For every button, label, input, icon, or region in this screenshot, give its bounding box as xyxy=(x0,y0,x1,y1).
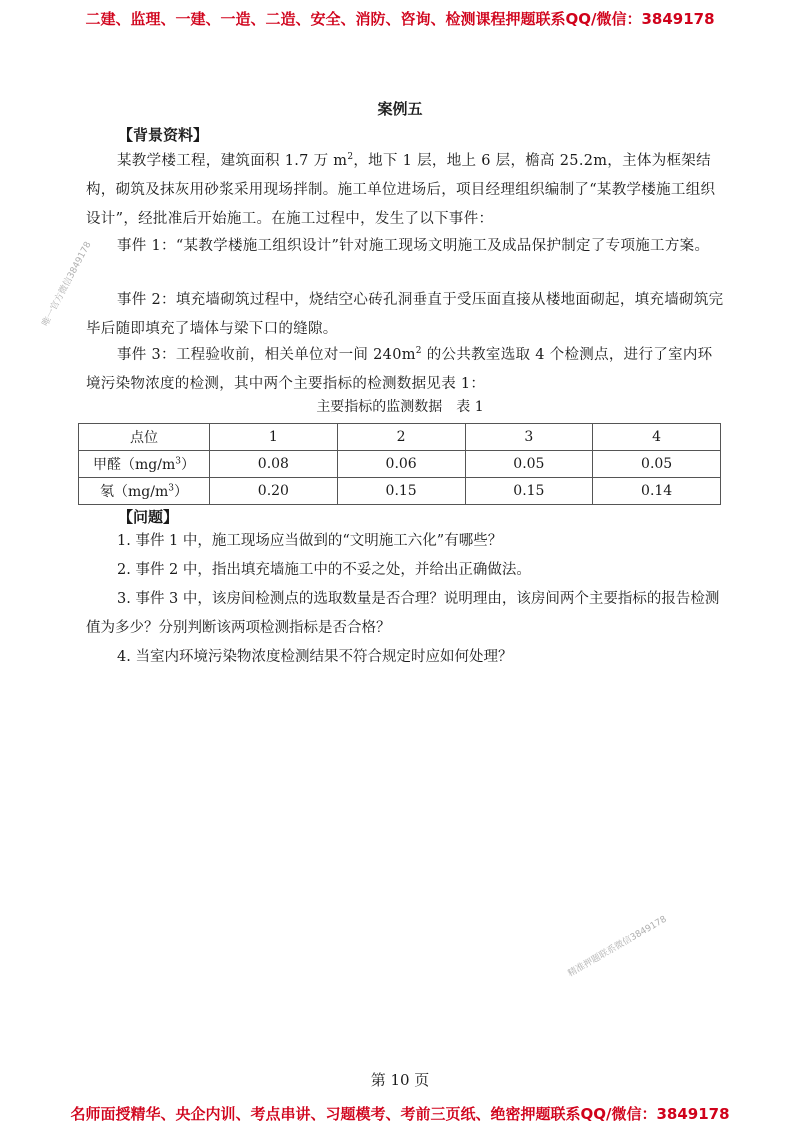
superscript: 2 xyxy=(347,152,354,163)
superscript: 3 xyxy=(175,456,181,467)
paragraph-text-a: 某教学楼工程，建筑面积 1.7 万 m xyxy=(117,153,348,169)
value-cell: 0.15 xyxy=(465,478,593,505)
table-caption: 主要指标的监测数据 表 1 xyxy=(316,399,484,415)
header-cell: 1 xyxy=(210,424,338,451)
row-label-end: ） xyxy=(180,457,195,473)
watermark-right: 精准押题联系微信3849178 xyxy=(566,914,669,980)
event-2-paragraph: 事件 2：填充墙砌筑过程中，烧结空心砖孔洞垂直于受压面直接从楼地面砌起，填充墙砌筑完毕后随即填充了墙体与梁下口的缝隙。 xyxy=(86,292,724,337)
header-cell: 4 xyxy=(593,424,721,451)
questions-heading: 【问题】 xyxy=(118,508,179,526)
value-cell: 0.06 xyxy=(337,451,465,478)
background-heading: 【背景资料】 xyxy=(118,126,209,144)
row-label-cell xyxy=(79,478,210,505)
value-cell: 0.14 xyxy=(593,478,721,505)
paragraph-text-b: ，地下 1 层，地上 6 层，檐高 25.2m，主体为框架结构，砌筑及抹灰用砂浆采用现场拌制。施工单位进场后，项目经理组织编制了“某教学楼施工组织设计”，经批准后开始施工。在施工过程中，发生了以下事件： xyxy=(86,153,716,227)
watermark-left: 唯一官方微信3849178 xyxy=(40,240,94,329)
background-paragraph xyxy=(86,147,726,234)
value-cell: 0.20 xyxy=(210,478,338,505)
superscript: 3 xyxy=(168,483,174,494)
event-3-paragraph xyxy=(86,341,726,399)
table-row xyxy=(79,478,721,505)
question-item: 2. 事件 2 中，指出填充墙施工中的不妥之处，并给出正确做法。 xyxy=(117,562,531,578)
bottom-promo-banner: 名师面授精华、央企内训、考点串讲、习题模考、考前三页纸、绝密押题联系QQ/微信：3849178 xyxy=(70,1105,730,1123)
row-label-cell xyxy=(79,451,210,478)
event-1-paragraph: 事件 1：“某教学楼施工组织设计”针对施工现场文明施工及成品保护制定了专项施工方案。 xyxy=(117,238,710,254)
row-label-end: ） xyxy=(173,484,188,500)
event-3-text-a: 事件 3：工程验收前，相关单位对一间 240m xyxy=(117,347,416,363)
row-label-text: 氡（mg/m xyxy=(100,484,169,500)
header-label-cell: 点位 xyxy=(79,424,210,451)
row-label-text: 甲醛（mg/m xyxy=(93,457,176,473)
event-3-text-b: 的公共教室选取 4 个检测点，进行了室内环境污染物浓度的检测，其中两个主要指标的检测数据见表 1： xyxy=(86,347,713,392)
monitoring-data-table xyxy=(78,423,721,505)
case-title: 案例五 xyxy=(377,100,423,118)
value-cell: 0.05 xyxy=(593,451,721,478)
value-cell: 0.15 xyxy=(337,478,465,505)
header-cell: 2 xyxy=(337,424,465,451)
table-row xyxy=(79,451,721,478)
header-cell: 3 xyxy=(465,424,593,451)
superscript: 2 xyxy=(415,346,422,357)
value-cell: 0.05 xyxy=(465,451,593,478)
top-promo-banner: 二建、监理、一建、一造、二造、安全、消防、咨询、检测课程押题联系QQ/微信：3849178 xyxy=(85,10,715,28)
question-item: 3. 事件 3 中，该房间检测点的选取数量是否合理？说明理由，该房间两个主要指标的报告检测值为多少？分别判断该两项检测指标是否合格？ xyxy=(86,591,720,636)
question-item: 1. 事件 1 中，施工现场应当做到的“文明施工六化”有哪些？ xyxy=(117,533,503,549)
table-header-row xyxy=(79,424,721,451)
value-cell: 0.08 xyxy=(210,451,338,478)
question-item: 4. 当室内环境污染物浓度检测结果不符合规定时应如何处理？ xyxy=(117,649,513,665)
page-number: 第 10 页 xyxy=(370,1071,430,1089)
